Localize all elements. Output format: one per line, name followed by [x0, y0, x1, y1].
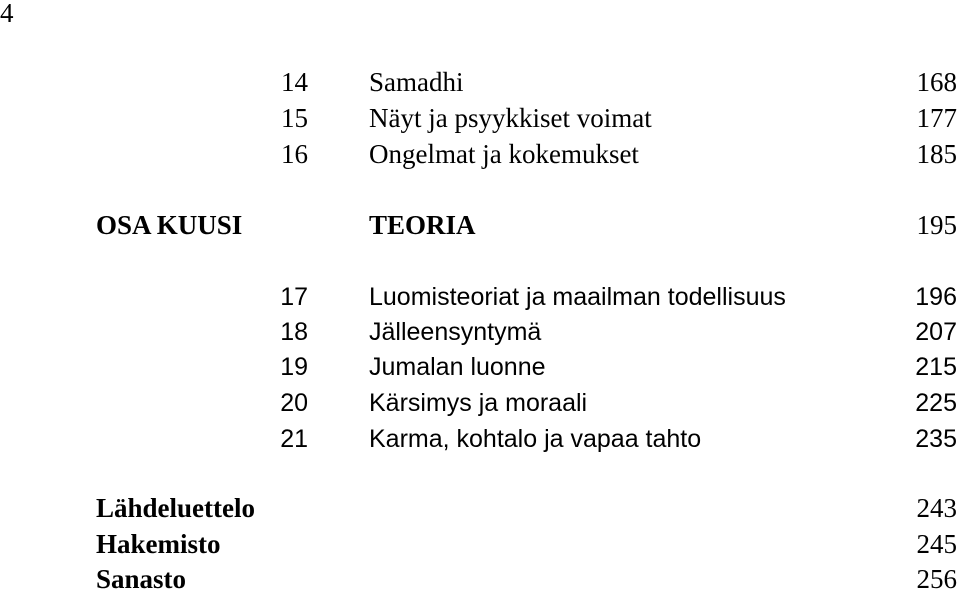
toc-entry: [0, 136, 960, 172]
chapter-title: Jälleensyntymä: [369, 318, 542, 346]
chapter-title: Karma, kohtalo ja vapaa tahto: [369, 425, 702, 453]
back-matter-entry: [0, 490, 960, 526]
chapter-number: 18: [280, 318, 308, 346]
toc-entry: [0, 385, 960, 421]
toc-entry: [0, 349, 960, 385]
part-page: 195: [916, 210, 957, 240]
toc-entry: [0, 100, 960, 136]
chapter-page: 185: [916, 139, 957, 169]
chapter-page: 235: [915, 425, 957, 453]
back-matter-page: 256: [916, 564, 957, 594]
back-matter-page: 243: [916, 493, 957, 523]
chapter-page: 177: [916, 103, 957, 133]
page-number: 4: [0, 0, 14, 28]
chapter-title: Ongelmat ja kokemukset: [369, 139, 639, 169]
chapter-number: 19: [280, 353, 308, 381]
back-matter-title: Sanasto: [96, 564, 187, 594]
chapter-page: 168: [916, 67, 957, 97]
chapter-page: 196: [915, 283, 957, 311]
part-title: TEORIA: [369, 210, 476, 240]
part-label: OSA KUUSI: [96, 210, 243, 240]
toc-entry: [0, 421, 960, 457]
chapter-page: 225: [915, 389, 957, 417]
chapter-title: Kärsimys ja moraali: [369, 389, 588, 417]
chapter-number: 20: [280, 389, 308, 417]
back-matter-title: Hakemisto: [96, 529, 221, 559]
back-matter-entry: [0, 561, 960, 597]
chapter-page: 207: [915, 318, 957, 346]
back-matter-page: 245: [916, 529, 957, 559]
toc-entry: [0, 314, 960, 350]
part-heading: [0, 207, 960, 243]
chapter-number: 15: [281, 103, 308, 133]
back-matter-entry: [0, 526, 960, 562]
chapter-title: Luomisteoriat ja maailman todellisuus: [369, 283, 786, 311]
chapter-number: 17: [280, 283, 308, 311]
chapter-title: Samadhi: [369, 67, 464, 97]
chapter-number: 14: [281, 67, 308, 97]
chapter-title: Näyt ja psyykkiset voimat: [369, 103, 652, 133]
toc-entry: [0, 64, 960, 100]
chapter-title: Jumalan luonne: [369, 353, 546, 381]
toc-entry: [0, 279, 960, 315]
back-matter-title: Lähdeluettelo: [96, 493, 255, 523]
chapter-page: 215: [915, 353, 957, 381]
chapter-number: 21: [280, 425, 308, 453]
chapter-number: 16: [281, 139, 308, 169]
